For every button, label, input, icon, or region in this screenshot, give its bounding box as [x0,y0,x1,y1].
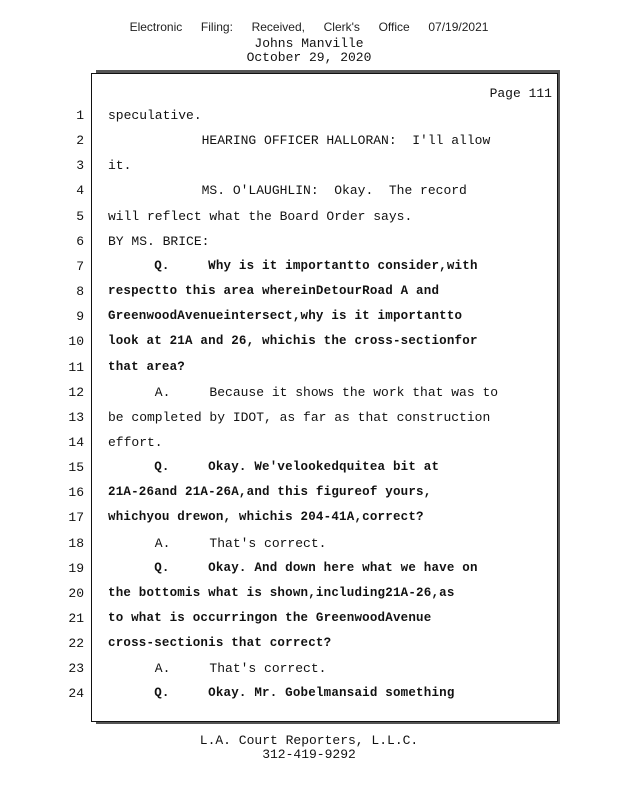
transcript-line [0,309,618,334]
line-number: 20 [68,585,84,601]
transcript-line [0,485,618,510]
line-number: 10 [68,334,84,350]
line-text: respectto this area whereinDetourRoad A and [108,284,440,299]
transcript-line [0,410,618,435]
line-number: 16 [68,485,84,501]
transcript-line [0,234,618,259]
reporter-phone: 312-419-9292 [262,747,356,762]
transcript-line [0,536,618,561]
line-text: MS. O'LAUGHLIN: Okay. The record [108,183,467,199]
line-number: 13 [68,409,84,425]
transcript-line [0,108,618,133]
transcript-line [0,561,618,586]
line-number: 19 [68,560,84,576]
line-text: HEARING OFFICER HALLORAN: I'll allow [108,133,491,149]
case-title: Johns Manville [254,36,364,51]
line-text: that area? [108,359,186,374]
transcript-line [0,636,618,661]
transcript-line [0,360,618,385]
transcript-line [0,284,618,309]
line-text: BY MS. BRICE: [108,233,210,249]
line-number: 4 [76,183,84,199]
line-text: be completed by IDOT, as far as that construction [108,409,491,425]
line-text: cross-sectionis that correct? [108,636,332,651]
transcript-line [0,158,618,183]
line-number: 1 [76,108,84,123]
line-number: 7 [76,258,84,274]
line-number: 18 [68,535,84,551]
line-text: Q. Okay. We'velookedquitea bit at [108,460,440,475]
line-number: 14 [68,434,84,450]
line-number: 9 [76,309,84,325]
line-number: 15 [68,460,84,476]
line-number: 6 [76,233,84,249]
line-text: it. [108,158,132,174]
transcript-line [0,510,618,535]
line-text: A. That's correct. [108,535,327,551]
transcript-line [0,661,618,686]
line-number: 12 [68,384,84,400]
line-text: speculative. [108,108,202,123]
line-number: 5 [76,208,84,224]
line-number: 22 [68,636,84,652]
line-text: A. Because it shows the work that was to [108,384,499,400]
reporter-name: L.A. Court Reporters, L.L.C. [199,733,419,748]
line-text: Q. Okay. And down here what we have on [108,560,478,575]
transcript-line [0,460,618,485]
line-number: 17 [68,510,84,526]
line-text: will reflect what the Board Order says. [108,208,413,224]
transcript-line [0,334,618,359]
line-text: to what is occurringon the GreenwoodAvenue [108,611,432,625]
transcript-line [0,133,618,158]
line-text: the bottomis what is shown,including21A-26,as [108,585,455,600]
line-text: Q. Why is it importantto consider,with [108,258,478,273]
page-number: Page 111 [489,86,552,101]
line-number: 8 [76,284,84,300]
transcript-line [0,686,618,711]
transcript-line [0,435,618,460]
line-number: 23 [68,661,84,677]
transcript-line [0,259,618,284]
line-number: 3 [76,158,84,174]
transcript-line [0,586,618,611]
line-text: 21A-26and 21A-26A,and this figureof yours, [108,485,432,500]
line-number: 2 [76,133,84,149]
line-number: 11 [68,359,84,375]
transcript-line [0,611,618,636]
line-number: 24 [68,686,84,702]
filing-stamp: Electronic Filing: Received, Clerk's Office 07/19/2021 [129,20,489,34]
transcript-line [0,183,618,208]
line-number: 21 [68,611,84,626]
transcript-line [0,209,618,234]
line-text: look at 21A and 26, whichis the cross-sectionfor [108,334,478,349]
line-text: GreenwoodAvenueintersect,why is it importantto [108,309,463,324]
line-text: A. That's correct. [108,661,327,677]
line-text: effort. [108,434,163,450]
deposition-date: October 29, 2020 [246,50,372,65]
transcript-line [0,385,618,410]
line-text: Q. Okay. Mr. Gobelmansaid something [108,686,455,701]
line-text: whichyou drewon, whichis 204-41A,correct? [108,510,424,525]
